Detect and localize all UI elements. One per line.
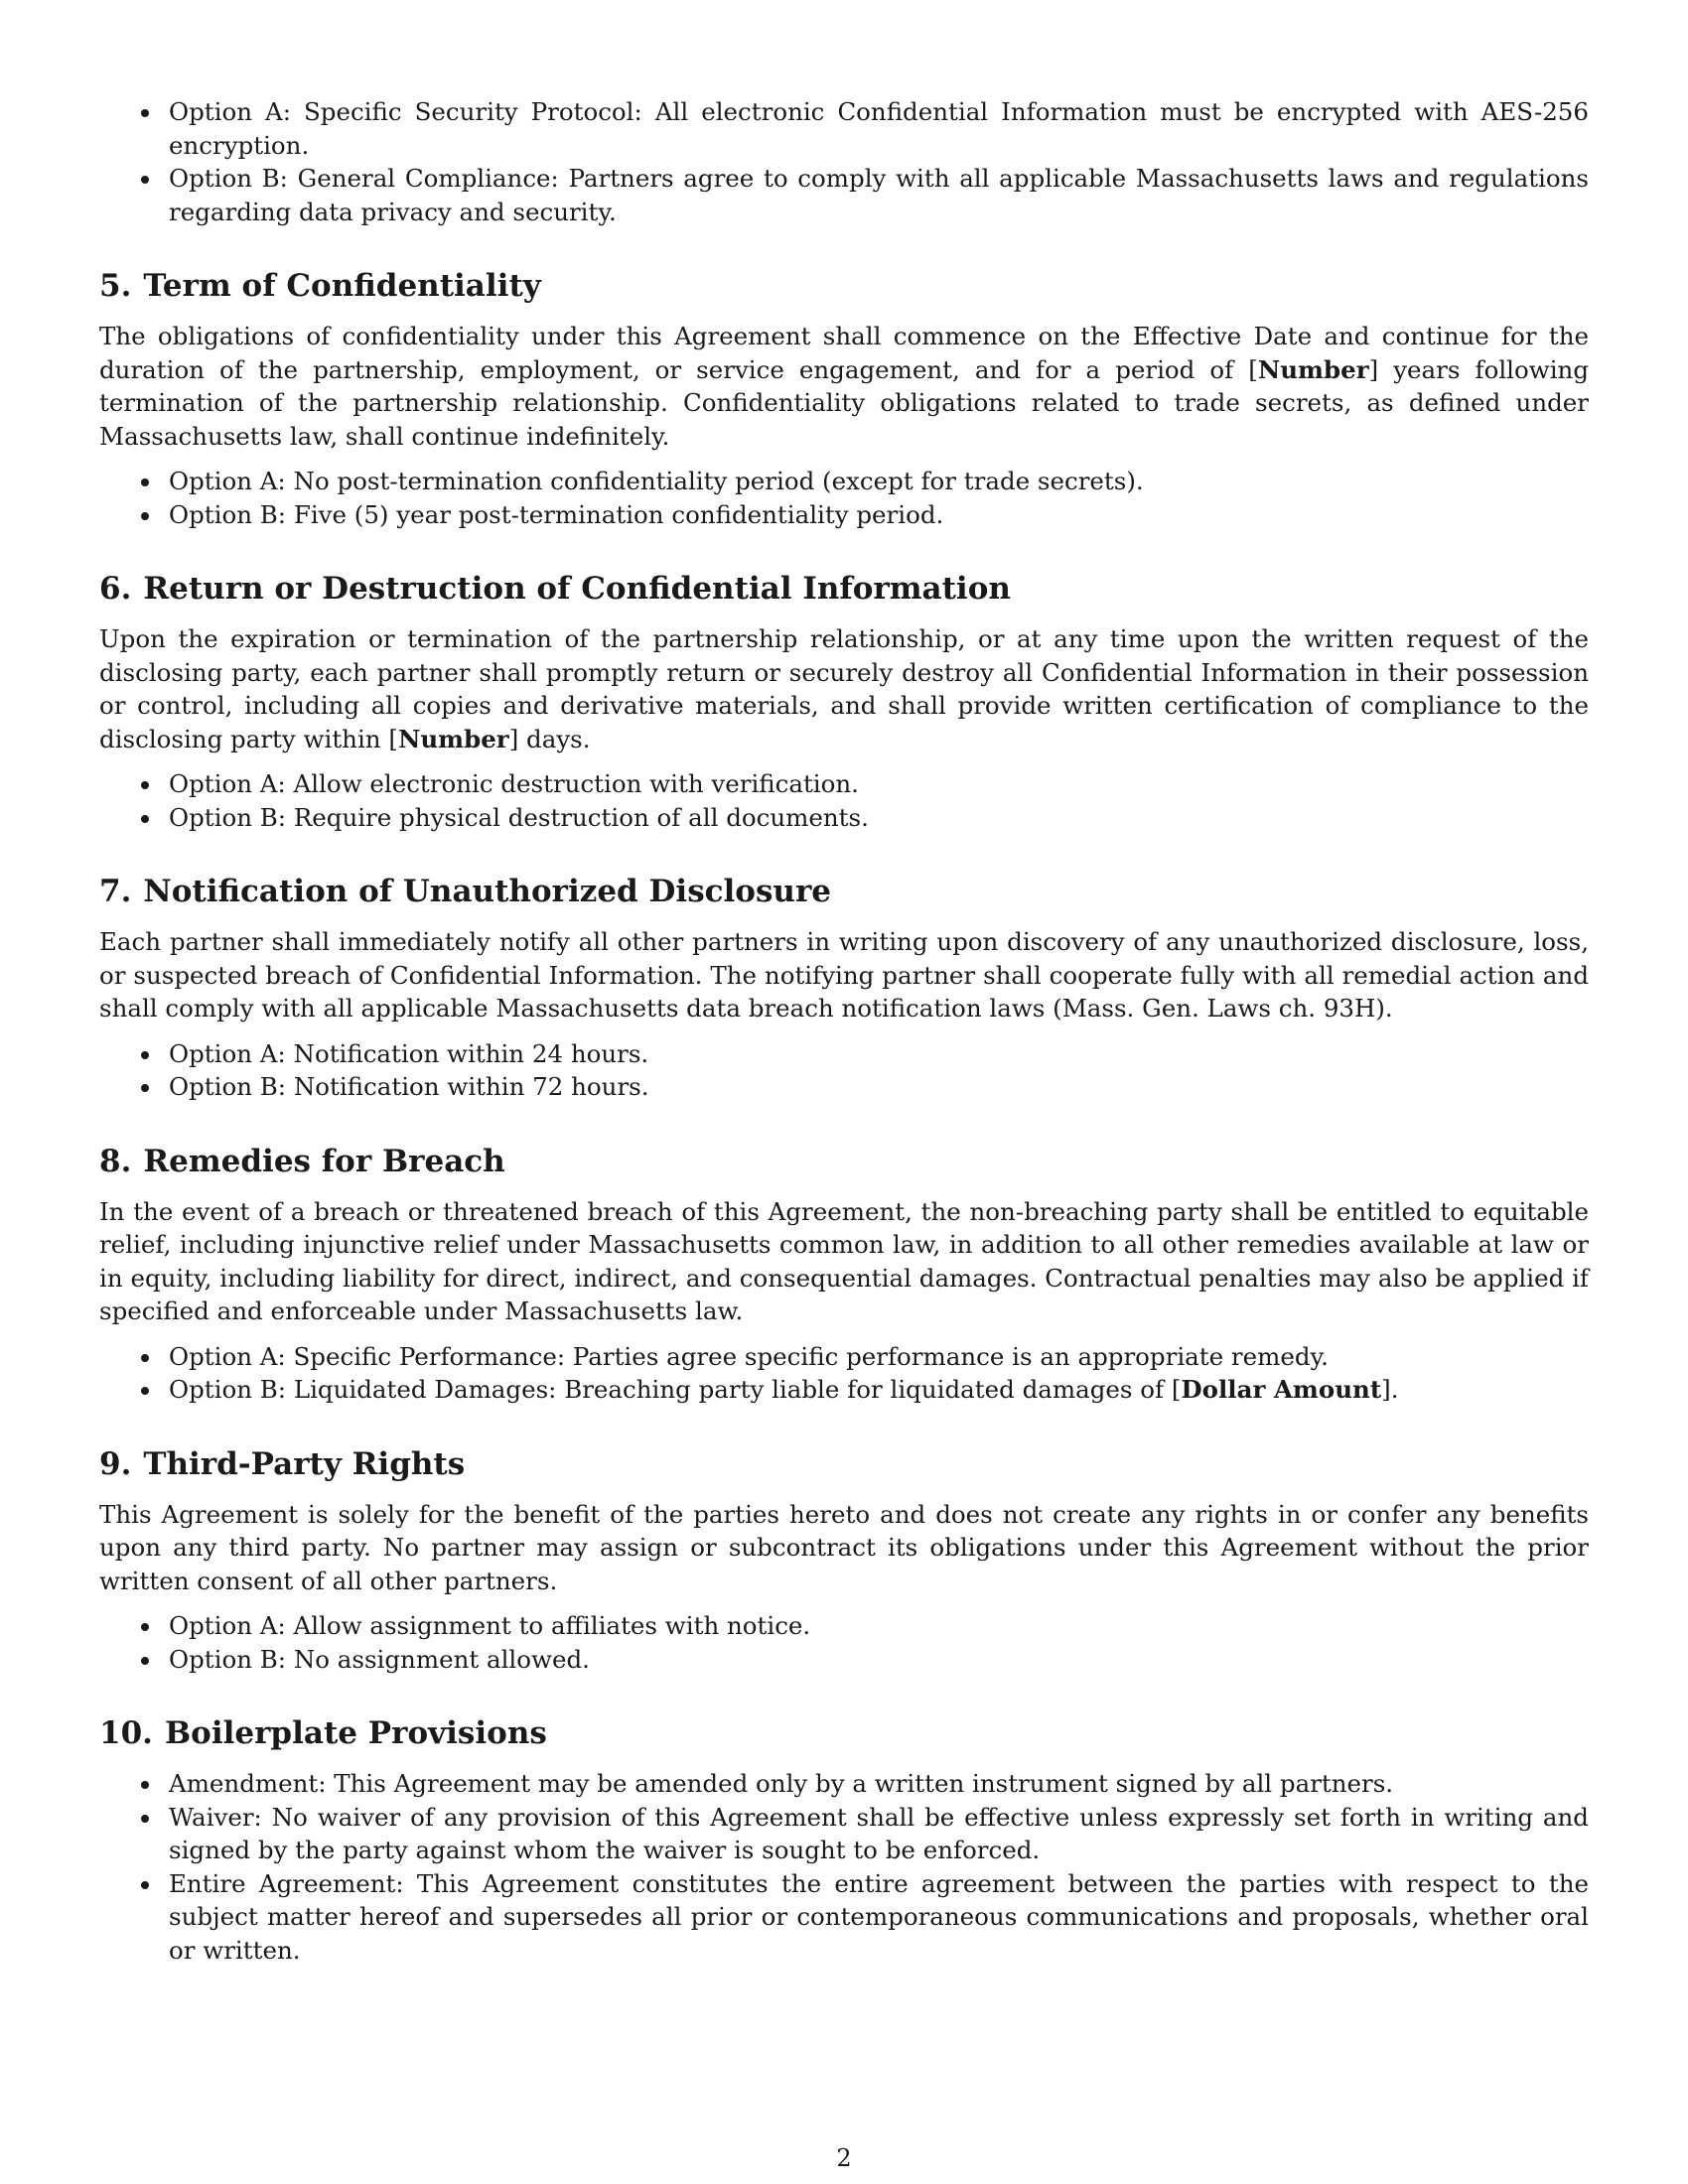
section-number: 5. (99, 268, 132, 304)
section-title: Boilerplate Provisions (164, 1715, 547, 1751)
provisions-list (99, 1767, 1589, 1967)
list-item (169, 1373, 1589, 1407)
list-item: Option B: No assignment allowed. (169, 1643, 1589, 1677)
list-item: Option B: Five (5) year post-termination confidentiality period. (169, 498, 1589, 532)
options-list (99, 465, 1589, 531)
options-list (99, 1609, 1589, 1676)
body-text: Upon the expiration or termination of the partnership relationship, or at any time upon the written request of the disclosing party, each partner shall promptly return or securely destroy all Confidential Information in their possession or control, including all copies and derivative materials, and shall provide written certification of compliance to the disclosing party within [ (99, 624, 1589, 753)
section-remedies-for-breach (99, 1142, 1589, 1407)
section-heading (99, 569, 1589, 609)
section-notification (99, 872, 1589, 1104)
section-body: In the event of a breach or threatened breach of this Agreement, the non-breaching party shall be entitled to equitable relief, including injunctive relief under Massachusetts common law, in addition to all other remedies available at law or in equity, including liability for direct, indirect, and consequential damages. Contractual penalties may also be applied if specified and enforceable under Massachusetts law. (99, 1196, 1589, 1325)
list-item: Option A: Allow assignment to affiliates with notice. (169, 1609, 1589, 1643)
section-number: 6. (99, 571, 132, 607)
placeholder-field: Number (397, 724, 509, 753)
section-heading (99, 266, 1589, 306)
section-third-party-rights (99, 1444, 1589, 1677)
options-list (99, 1340, 1589, 1407)
list-item: Option B: Notification within 72 hours. (169, 1070, 1589, 1104)
section-heading (99, 1444, 1589, 1484)
section-number: 7. (99, 874, 132, 909)
section-body: This Agreement is solely for the benefit of the parties hereto and does not create any rights in or confer any benefits upon any third party. No partner may assign or subcontract its obligations under this Agreement without the prior written consent of all other partners. (99, 1499, 1589, 1595)
section-title: Notification of Unauthorized Disclosure (143, 874, 832, 909)
section-title: Remedies for Breach (143, 1143, 505, 1179)
section-heading (99, 872, 1589, 911)
section-title: Third-Party Rights (143, 1445, 466, 1482)
body-text: Option B: Liquidated Damages: Breaching party liable for liquidated damages of [ (169, 1375, 1182, 1404)
list-item: Waiver: No waiver of any provision of this Agreement shall be effective unless expressly set forth in writing and signed by the party against whom the waiver is sought to be enforced. (169, 1801, 1589, 1867)
list-item: Option A: Notification within 24 hours. (169, 1037, 1589, 1071)
section-return-or-destruction (99, 569, 1589, 834)
section-boilerplate-provisions (99, 1713, 1589, 1967)
section-number: 10. (99, 1715, 153, 1751)
section-title: Return or Destruction of Confidential Information (143, 571, 1011, 607)
list-item: Entire Agreement: This Agreement constitutes the entire agreement between the parties with respect to the subject matter hereof and supersedes all prior or contemporaneous communications and proposals, whether oral or written. (169, 1867, 1589, 1968)
security-options-list (99, 95, 1589, 228)
placeholder-field: Dollar Amount (1181, 1375, 1382, 1404)
section-heading (99, 1142, 1589, 1181)
section-body (99, 320, 1589, 453)
page-number: 2 (836, 2144, 852, 2172)
options-list (99, 767, 1589, 834)
section-title: Term of Confidentiality (143, 268, 541, 304)
document-page (99, 95, 1589, 1967)
list-item: Option B: Require physical destruction of all documents. (169, 801, 1589, 835)
list-item: Option A: Specific Security Protocol: All electronic Confidential Information must be encrypted with AES-256 encryption. (169, 95, 1589, 162)
options-list (99, 1037, 1589, 1104)
section-body (99, 622, 1589, 755)
list-item: Option A: Allow electronic destruction with verification. (169, 767, 1589, 801)
body-text: ] years following termination of the partnership relationship. Confidentiality obligations related to trade secrets, as defined under Massachusetts law, shall continue indefinitely. (99, 354, 1590, 451)
list-item: Amendment: This Agreement may be amended only by a written instrument signed by all partners. (169, 1767, 1589, 1801)
section-number: 9. (99, 1445, 132, 1482)
section-number: 8. (99, 1143, 132, 1179)
list-item: Option A: No post-termination confidentiality period (except for trade secrets). (169, 465, 1589, 498)
body-text: The obligations of confidentiality under this Agreement shall commence on the Effective Date and continue for the duration of the partnership, employment, or service engagement, and for a period of [ (99, 322, 1589, 384)
list-item: Option A: Specific Performance: Parties agree specific performance is an appropriate remedy. (169, 1340, 1589, 1374)
list-item: Option B: General Compliance: Partners agree to comply with all applicable Massachusetts laws and regulations regarding data privacy and security. (169, 162, 1589, 228)
section-term-of-confidentiality (99, 266, 1589, 531)
placeholder-field: Number (1257, 354, 1369, 384)
section-body: Each partner shall immediately notify all other partners in writing upon discovery of any unauthorized disclosure, loss, or suspected breach of Confidential Information. The notifying partner shall cooperate fully with all remedial action and shall comply with all applicable Massachusetts data breach notification laws (Mass. Gen. Laws ch. 93H). (99, 927, 1589, 1023)
body-text: ]. (1381, 1375, 1399, 1404)
section-heading (99, 1713, 1589, 1753)
body-text: ] days. (508, 724, 591, 753)
